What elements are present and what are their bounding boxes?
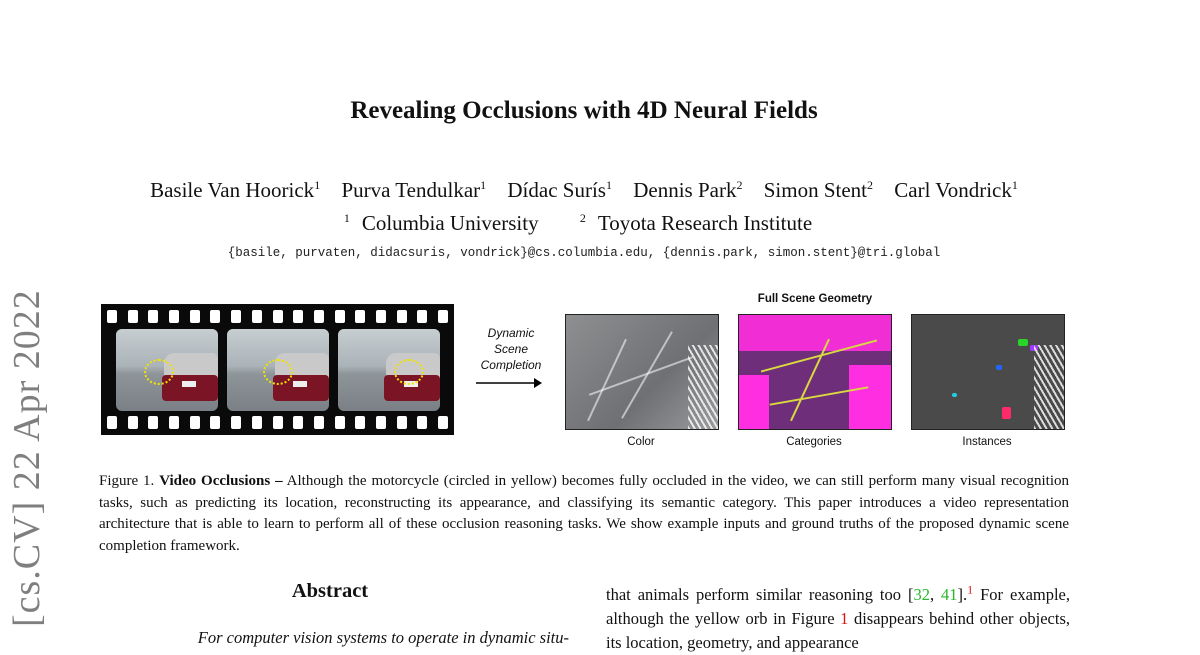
arxiv-stamp: [cs.CV] 22 Apr 2022 — [6, 289, 48, 627]
film-hole — [210, 310, 220, 323]
film-hole — [169, 310, 179, 323]
arrow-label: Dynamic Scene Completion — [480, 326, 542, 372]
film-hole — [169, 416, 179, 429]
film-hole — [107, 310, 117, 323]
film-hole — [148, 416, 158, 429]
author-emails: {basile, purvaten, didacsuris, vondrick}@cs.columbia.edu, {dennis.park, simon.stent}@tri.global — [227, 246, 941, 260]
film-hole — [231, 416, 241, 429]
film-hole — [417, 416, 427, 429]
film-hole — [293, 310, 303, 323]
film-hole — [273, 416, 283, 429]
occlusion-circle — [394, 359, 424, 385]
film-hole — [397, 416, 407, 429]
figure-ref-link[interactable]: 1 — [840, 609, 849, 628]
film-hole — [376, 416, 386, 429]
categories-panel-image — [738, 314, 892, 430]
author: Dennis Park$^2$ — [633, 178, 743, 202]
author: Carl Vondrick$^1$ — [894, 178, 1018, 202]
author: Basile Van Hoorick$^1$ — [150, 178, 321, 202]
video-frame — [227, 329, 329, 411]
paper-title: Revealing Occlusions with 4D Neural Fields — [350, 97, 818, 124]
film-hole — [190, 310, 200, 323]
film-hole — [376, 310, 386, 323]
film-hole — [252, 416, 262, 429]
film-perforations — [107, 310, 448, 323]
affiliations — [0, 211, 1168, 236]
author-list — [0, 178, 1168, 203]
color-panel-image — [565, 314, 719, 430]
affiliation: $^2$ Toyota Research Institute — [579, 211, 813, 235]
film-hole — [417, 310, 427, 323]
film-hole — [438, 416, 448, 429]
occlusion-circle — [144, 359, 174, 385]
film-hole — [128, 310, 138, 323]
film-strip-image — [101, 304, 454, 435]
panel-label: Categories — [786, 436, 842, 448]
film-hole — [438, 310, 448, 323]
film-hole — [293, 416, 303, 429]
film-hole — [190, 416, 200, 429]
film-hole — [355, 416, 365, 429]
panel-group-title: Full Scene Geometry — [757, 293, 873, 305]
citation-link[interactable]: 32 — [913, 585, 930, 604]
film-hole — [314, 310, 324, 323]
panel-label: Instances — [962, 436, 1012, 448]
film-hole — [355, 310, 365, 323]
film-hole — [107, 416, 117, 429]
film-hole — [273, 310, 283, 323]
film-hole — [210, 416, 220, 429]
instances-panel-image — [911, 314, 1065, 430]
author: Purva Tendulkar$^1$ — [341, 178, 487, 202]
film-hole — [314, 416, 324, 429]
film-hole — [148, 310, 158, 323]
panel-label: Color — [627, 436, 655, 448]
occlusion-circle — [263, 359, 293, 385]
video-frame — [116, 329, 218, 411]
citation-link[interactable]: 41 — [941, 585, 958, 604]
film-hole — [335, 416, 345, 429]
footnote-link[interactable]: 1 — [967, 582, 974, 597]
film-hole — [252, 310, 262, 323]
film-hole — [231, 310, 241, 323]
author: Simon Stent$^2$ — [763, 178, 873, 202]
film-hole — [128, 416, 138, 429]
right-arrow-icon — [476, 377, 542, 389]
body-text-right-column: that animals perform similar reasoning too [32, 41].$^1$ For example, although the yellow orb in Figure 1 disappears behind other objects, its location, geometry, and appearance — [606, 582, 1071, 652]
affiliation: $^1$ Columbia University — [343, 211, 539, 235]
film-hole — [335, 310, 345, 323]
author: Dídac Surís$^1$ — [507, 178, 612, 202]
abstract-text: For computer vision systems to operate in dynamic situ- — [197, 628, 569, 647]
film-hole — [397, 310, 407, 323]
film-perforations — [107, 416, 448, 429]
figure-caption: Figure 1. Video Occlusions – Although the motorcycle (circled in yellow) becomes fully occluded in the video, we can still perform many visual recognition tasks, such as predicting its location, reconstructing its appearance, and classifying its semantic category. This paper introduces a video representation architecture that is able to learn to perform all of these occlusion reasoning tasks. We show example inputs and ground truths of the proposed dynamic scene completion framework. — [99, 473, 1070, 554]
abstract-heading: Abstract — [291, 580, 369, 602]
video-frame — [338, 329, 440, 411]
